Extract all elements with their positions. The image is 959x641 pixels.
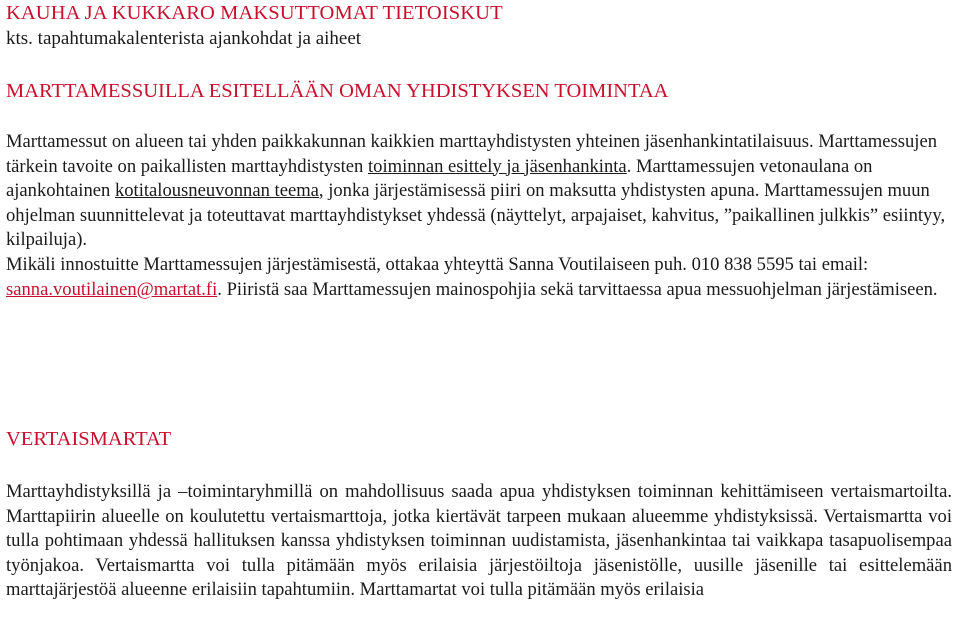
paragraph-text-2: . Marttamessujen vetonaulana on ajankohtainen xyxy=(6,155,873,202)
vertaismartat-paragraph: Marttayhdistyksillä ja –toimintaryhmillä on mahdollisuus saada apua yhdistyksen toiminnan kehittämiseen vertaismartoilta. Marttapiirin alueelle on koulutettu vertaismarttoja, jotka kiertävät tarpeen mukaan alueemme yhdistyksissä. Vertaismartta voi tulla pohtimaan yhdessä hallituksen kanssa yhdistyksen toiminnan uudistamista, jäsenhankintaa tai vaikkapa tasapuolisempaa työnjakoa. Vertaismartta voi tulla pitämään myös erilaisia järjestöiltoja jäsenistölle, uusille jäsenille tai esittelemään marttajärjestöä alueenne erilaisiin tapahtumiin. Marttamartat voi tulla pitämään myös erilaisia xyxy=(6,481,952,601)
section-title-kauha: KAUHA JA KUKKARO MAKSUTTOMAT TIETOISKUT xyxy=(6,2,503,24)
paragraph-text-1: Marttamessut on alueen tai yhden paikkakunnan kaikkien marttayhdistysten yhteinen jäsenhankintatilaisuus. Marttamessujen tärkein tavoite on paikallisten marttayhdistysten xyxy=(6,131,938,177)
contact-text: Mikäli innostuitte Marttamessujen järjestämisestä, ottakaa yhteyttä Sanna Voutilaiseen puh. 010 838 5595 tai email: xyxy=(6,253,869,275)
section-heading-vertaismartat: VERTAISMARTAT xyxy=(6,428,172,450)
underlined-phrase-teema: kotitalousneuvonnan teema xyxy=(114,180,319,202)
contact-text-end: . Piiristä saa Marttamessujen mainospohjia sekä tarvittaessa apua messuohjelman järjestämiseen. xyxy=(217,278,938,300)
paragraph-text-3: , jonka järjestämisessä piiri on maksutta yhdistysten apuna. Marttamessujen muun ohjelman suunnittelevat ja toteuttavat marttayhdistykset yhdessä (näyttelyt, arpajaiset, kahvitus, ”paikallinen julkkis” esiintyy, kilpailuja). xyxy=(6,180,946,251)
section-subtitle: kts. tapahtumakalenterista ajankohdat ja aiheet xyxy=(6,28,362,49)
underlined-phrase-esittely: toiminnan esittely ja jäsenhankinta xyxy=(367,155,627,177)
section-heading-marttamessut: MARTTAMESSUILLA ESITELLÄÄN OMAN YHDISTYKSEN TOIMINTAA xyxy=(6,80,669,102)
email-link[interactable]: sanna.voutilainen@martat.fi xyxy=(6,278,218,300)
marttamessut-paragraph xyxy=(6,130,952,302)
